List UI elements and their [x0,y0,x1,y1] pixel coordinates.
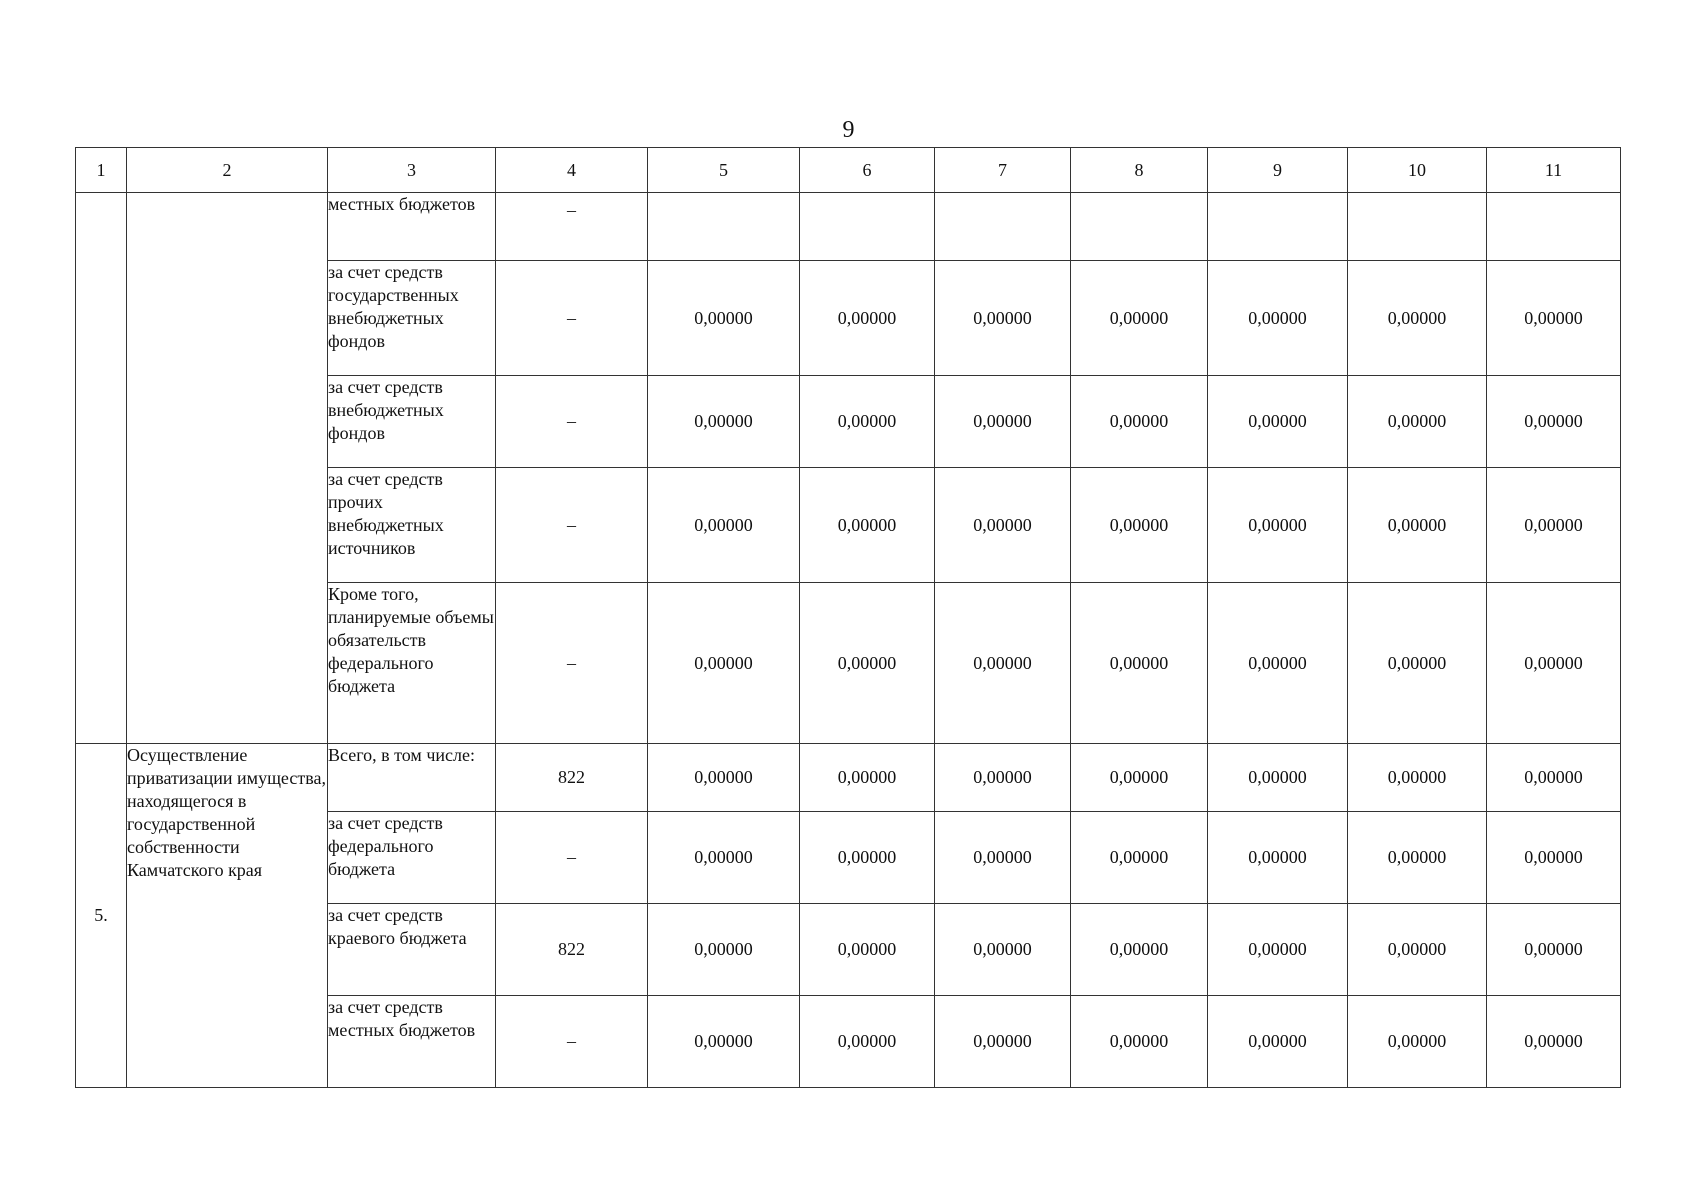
value-cell: 0,00000 [1348,744,1487,812]
value-cell: 0,00000 [1348,468,1487,583]
value-cell: 0,00000 [1487,468,1621,583]
value-cell: 0,00000 [935,904,1071,996]
budget-table [75,147,1621,1088]
value-cell: 0,00000 [1348,812,1487,904]
value-cell: 0,00000 [800,744,935,812]
value-cell: 0,00000 [1208,996,1348,1088]
value-cell: 0,00000 [1348,996,1487,1088]
value-cell [1487,193,1621,261]
col-header-5: 5 [648,148,800,193]
value-cell: 0,00000 [1071,583,1208,744]
value-cell: 0,00000 [935,996,1071,1088]
value-cell: 0,00000 [1071,996,1208,1088]
value-cell: 0,00000 [648,904,800,996]
code-cell: – [496,261,648,376]
col-header-10: 10 [1348,148,1487,193]
col-header-2: 2 [127,148,328,193]
value-cell: 0,00000 [800,468,935,583]
name-cell-continued [127,193,328,744]
code-cell: – [496,583,648,744]
item-name: Осуществление приватизации имущества, находящегося в государственной собственности Камчатского края [127,744,328,1088]
source-cell: за счет средств краевого бюджета [328,904,496,996]
page-number: 9 [842,117,855,143]
value-cell: 0,00000 [1071,468,1208,583]
source-cell: за счет средств местных бюджетов [328,996,496,1088]
value-cell [1348,193,1487,261]
code-cell: 822 [496,744,648,812]
value-cell [1208,193,1348,261]
value-cell: 0,00000 [935,744,1071,812]
value-cell: 0,00000 [935,812,1071,904]
value-cell [648,193,800,261]
value-cell: 0,00000 [935,468,1071,583]
code-cell: – [496,193,648,261]
value-cell: 0,00000 [1071,904,1208,996]
value-cell: 0,00000 [1348,376,1487,468]
table-row [76,744,1621,812]
value-cell: 0,00000 [1208,744,1348,812]
code-cell: – [496,468,648,583]
source-cell: местных бюджетов [328,193,496,261]
col-header-6: 6 [800,148,935,193]
source-cell: Всего, в том числе: [328,744,496,812]
value-cell: 0,00000 [1208,261,1348,376]
value-cell: 0,00000 [1487,996,1621,1088]
value-cell: 0,00000 [1071,261,1208,376]
value-cell: 0,00000 [935,583,1071,744]
value-cell: 0,00000 [1487,904,1621,996]
table-row [76,193,1621,261]
index-cell-continued [76,193,127,744]
value-cell: 0,00000 [1348,261,1487,376]
col-header-9: 9 [1208,148,1348,193]
col-header-3: 3 [328,148,496,193]
value-cell: 0,00000 [1208,812,1348,904]
item-index: 5. [76,744,127,1088]
value-cell: 0,00000 [935,376,1071,468]
source-cell: Кроме того, планируемые объемы обязательств федерального бюджета [328,583,496,744]
value-cell: 0,00000 [648,261,800,376]
value-cell: 0,00000 [800,376,935,468]
col-header-11: 11 [1487,148,1621,193]
value-cell: 0,00000 [1348,583,1487,744]
code-cell: – [496,996,648,1088]
value-cell: 0,00000 [1487,744,1621,812]
source-cell: за счет средств прочих внебюджетных источников [328,468,496,583]
value-cell: 0,00000 [1208,904,1348,996]
value-cell: 0,00000 [648,996,800,1088]
source-cell: за счет средств государственных внебюджетных фондов [328,261,496,376]
value-cell: 0,00000 [935,261,1071,376]
value-cell: 0,00000 [648,376,800,468]
code-cell: 822 [496,904,648,996]
value-cell: 0,00000 [648,468,800,583]
value-cell [1071,193,1208,261]
value-cell: 0,00000 [1487,583,1621,744]
value-cell: 0,00000 [800,996,935,1088]
col-header-4: 4 [496,148,648,193]
code-cell: – [496,812,648,904]
code-cell: – [496,376,648,468]
value-cell: 0,00000 [1071,744,1208,812]
value-cell [935,193,1071,261]
value-cell: 0,00000 [1487,261,1621,376]
value-cell: 0,00000 [1208,583,1348,744]
value-cell: 0,00000 [1208,376,1348,468]
value-cell: 0,00000 [1348,904,1487,996]
value-cell: 0,00000 [1208,468,1348,583]
col-header-1: 1 [76,148,127,193]
col-header-7: 7 [935,148,1071,193]
value-cell: 0,00000 [1487,376,1621,468]
value-cell: 0,00000 [648,744,800,812]
value-cell: 0,00000 [800,904,935,996]
col-header-8: 8 [1071,148,1208,193]
value-cell: 0,00000 [800,261,935,376]
value-cell [800,193,935,261]
value-cell: 0,00000 [1071,812,1208,904]
source-cell: за счет средств федерального бюджета [328,812,496,904]
value-cell: 0,00000 [800,812,935,904]
value-cell: 0,00000 [648,812,800,904]
header-row [76,148,1621,193]
value-cell: 0,00000 [648,583,800,744]
value-cell: 0,00000 [1487,812,1621,904]
value-cell: 0,00000 [1071,376,1208,468]
value-cell: 0,00000 [800,583,935,744]
source-cell: за счет средств внебюджетных фондов [328,376,496,468]
